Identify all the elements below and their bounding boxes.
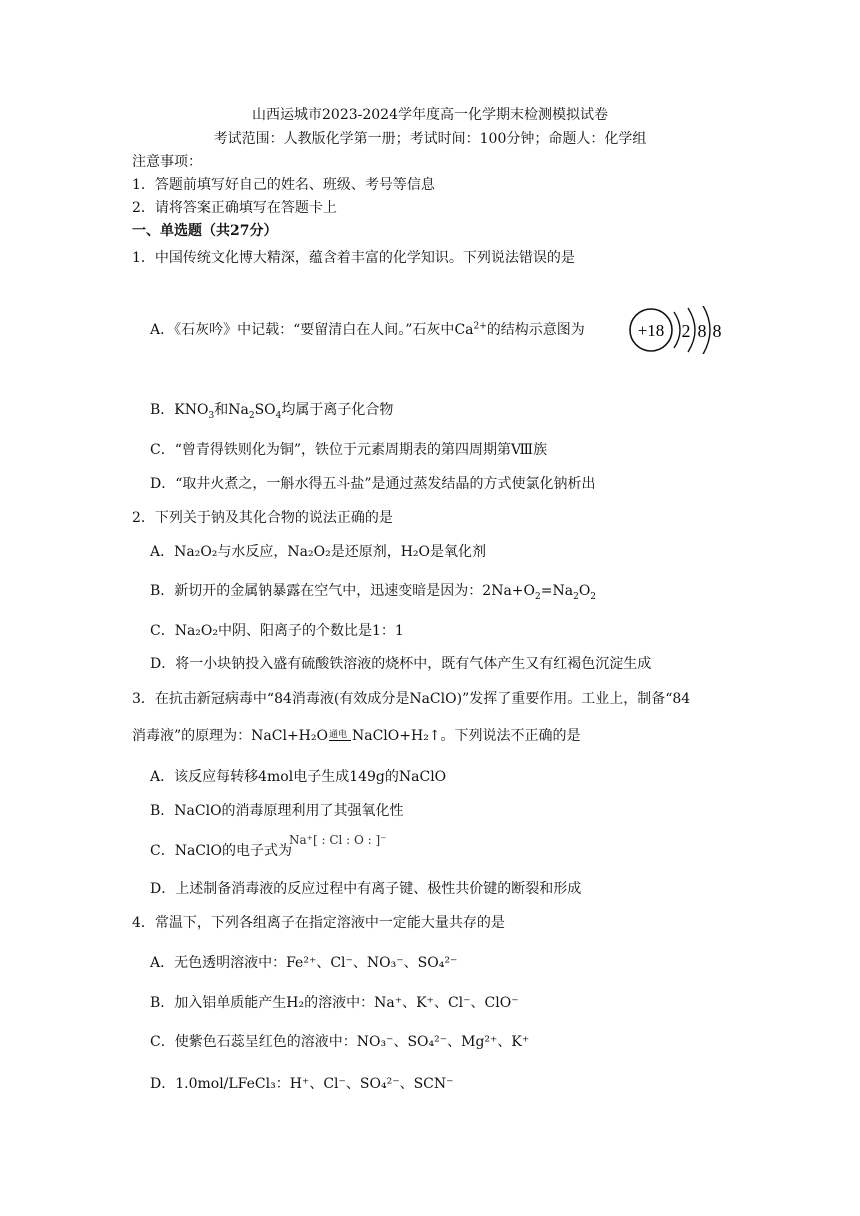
ion-structure-diagram [628,306,726,354]
reaction-condition [329,731,351,741]
q1-b-so: SO [254,402,276,418]
q1-a-text: A．《石灰吟》中记载：“要留清白在人间。”石灰中 [150,322,455,338]
q2-b-sub1: 2 [535,591,541,602]
q3-stem-post: NaClO+H₂↑。下列说法不正确的是 [351,728,581,744]
q1-stem: 1．中国传统文化博大精深，蕴含着丰富的化学知识。下列说法错误的是 [132,250,575,266]
q2-option-d: D．将一小块钠投入盛有硫酸铁溶液的烧杯中，既有气体产生又有红褐色沉淀生成 [150,656,652,672]
q1-b-and: 和 [214,402,229,418]
nucleus-charge: +18 [637,321,665,340]
q4-option-d: D．1.0mol/LFeCl₃：H⁺、Cl⁻、SO₄²⁻、SCN⁻ [150,1076,454,1092]
notes-heading: 注意事项： [132,154,202,170]
q2-option-a: A．Na₂O₂与水反应，Na₂O₂是还原剂，H₂O是氧化剂 [150,544,487,560]
q1-option-b [150,399,393,421]
q3-stem-line2 [132,725,581,745]
q3-stem-line1: 3．在抗击新冠病毒中“84消毒液(有效成分是NaClO)”发挥了重要作用。工业上，制备“84 [132,691,691,707]
q2-option-c: C．Na₂O₂中阴、阳离子的个数比是1：1 [150,623,404,639]
q3-option-a: A．该反应每转移4mol电子生成149g的NaClO [150,769,447,785]
note-item-1: 1．答题前填写好自己的姓名、班级、考号等信息 [132,177,435,193]
q1-b-kno: KNO [174,402,209,418]
q1-option-a [150,319,585,339]
q1-b-sub3: 3 [208,410,215,421]
q1-b-sub4: 4 [275,410,282,421]
q2-b-text: B．新切开的金属钠暴露在空气中，迅速变暗是因为： [150,583,483,599]
section-title: 一、单选题（共27分） [132,223,278,239]
shell-3-electrons: 8 [712,321,722,341]
q2-b-eq2: =Na [540,583,574,599]
q3-option-c: C．NaClO的电子式为 [150,843,292,859]
shell-1-electrons: 2 [681,321,691,341]
q3-option-b: B．NaClO的消毒原理利用了其强氧化性 [150,803,404,819]
shell-2-electrons: 8 [697,321,707,341]
q2-option-b [150,580,596,602]
q1-b-sub2: 2 [248,410,255,421]
q1-a-ion-charge: 2+ [473,321,487,332]
q2-b-sub2: 2 [573,591,579,602]
q2-b-eq1: 2Na+O [482,583,536,599]
reaction-condition-text: 通电 [328,730,347,740]
q2-b-sub3: 2 [590,591,597,602]
q4-option-a: A．无色透明溶液中：Fe²⁺、Cl⁻、NO₃⁻、SO₄²⁻ [150,955,458,971]
q3-option-d: D．上述制备消毒液的反应过程中有离子键、极性共价键的断裂和形成 [150,881,582,897]
q4-stem: 4．常温下，下列各组离子在指定溶液中一定能大量共存的是 [132,915,505,931]
exam-subtitle: 考试范围：人教版化学第一册；考试时间：100分钟；命题人：化学组 [213,131,647,147]
q3-stem-pre: 消毒液”的原理为：NaCl+H₂O [132,728,328,744]
q1-option-c: C．“曾青得铁则化为铜”，铁位于元素周期表的第四周期第Ⅷ族 [150,442,548,458]
electron-formula: Na⁺[ : Cl : O : ]⁻ [289,833,387,847]
q1-b-label: B． [150,402,175,418]
q1-a-ion: Ca [454,322,474,338]
exam-title: 山西运城市2023-2024学年度高一化学期末检测模拟试卷 [252,107,608,123]
q1-option-d: D．“取井火煮之，一斛水得五斗盐”是通过蒸发结晶的方式使氯化钠析出 [150,476,596,492]
note-item-2: 2．请将答案正确填写在答题卡上 [132,200,337,216]
q1-b-tail: 均属于离子化合物 [281,402,394,418]
q4-option-c: C．使紫色石蕊呈红色的溶液中：NO₃⁻、SO₄²⁻、Mg²⁺、K⁺ [150,1034,530,1050]
q4-option-b: B．加入铝单质能产生H₂的溶液中：Na⁺、K⁺、Cl⁻、ClO⁻ [150,995,519,1011]
q1-b-na: Na [228,402,249,418]
q2-b-eq3: O [578,583,591,599]
q2-stem: 2．下列关于钠及其化合物的说法正确的是 [132,510,393,526]
q1-a-tail: 的结构示意图为 [486,322,585,338]
